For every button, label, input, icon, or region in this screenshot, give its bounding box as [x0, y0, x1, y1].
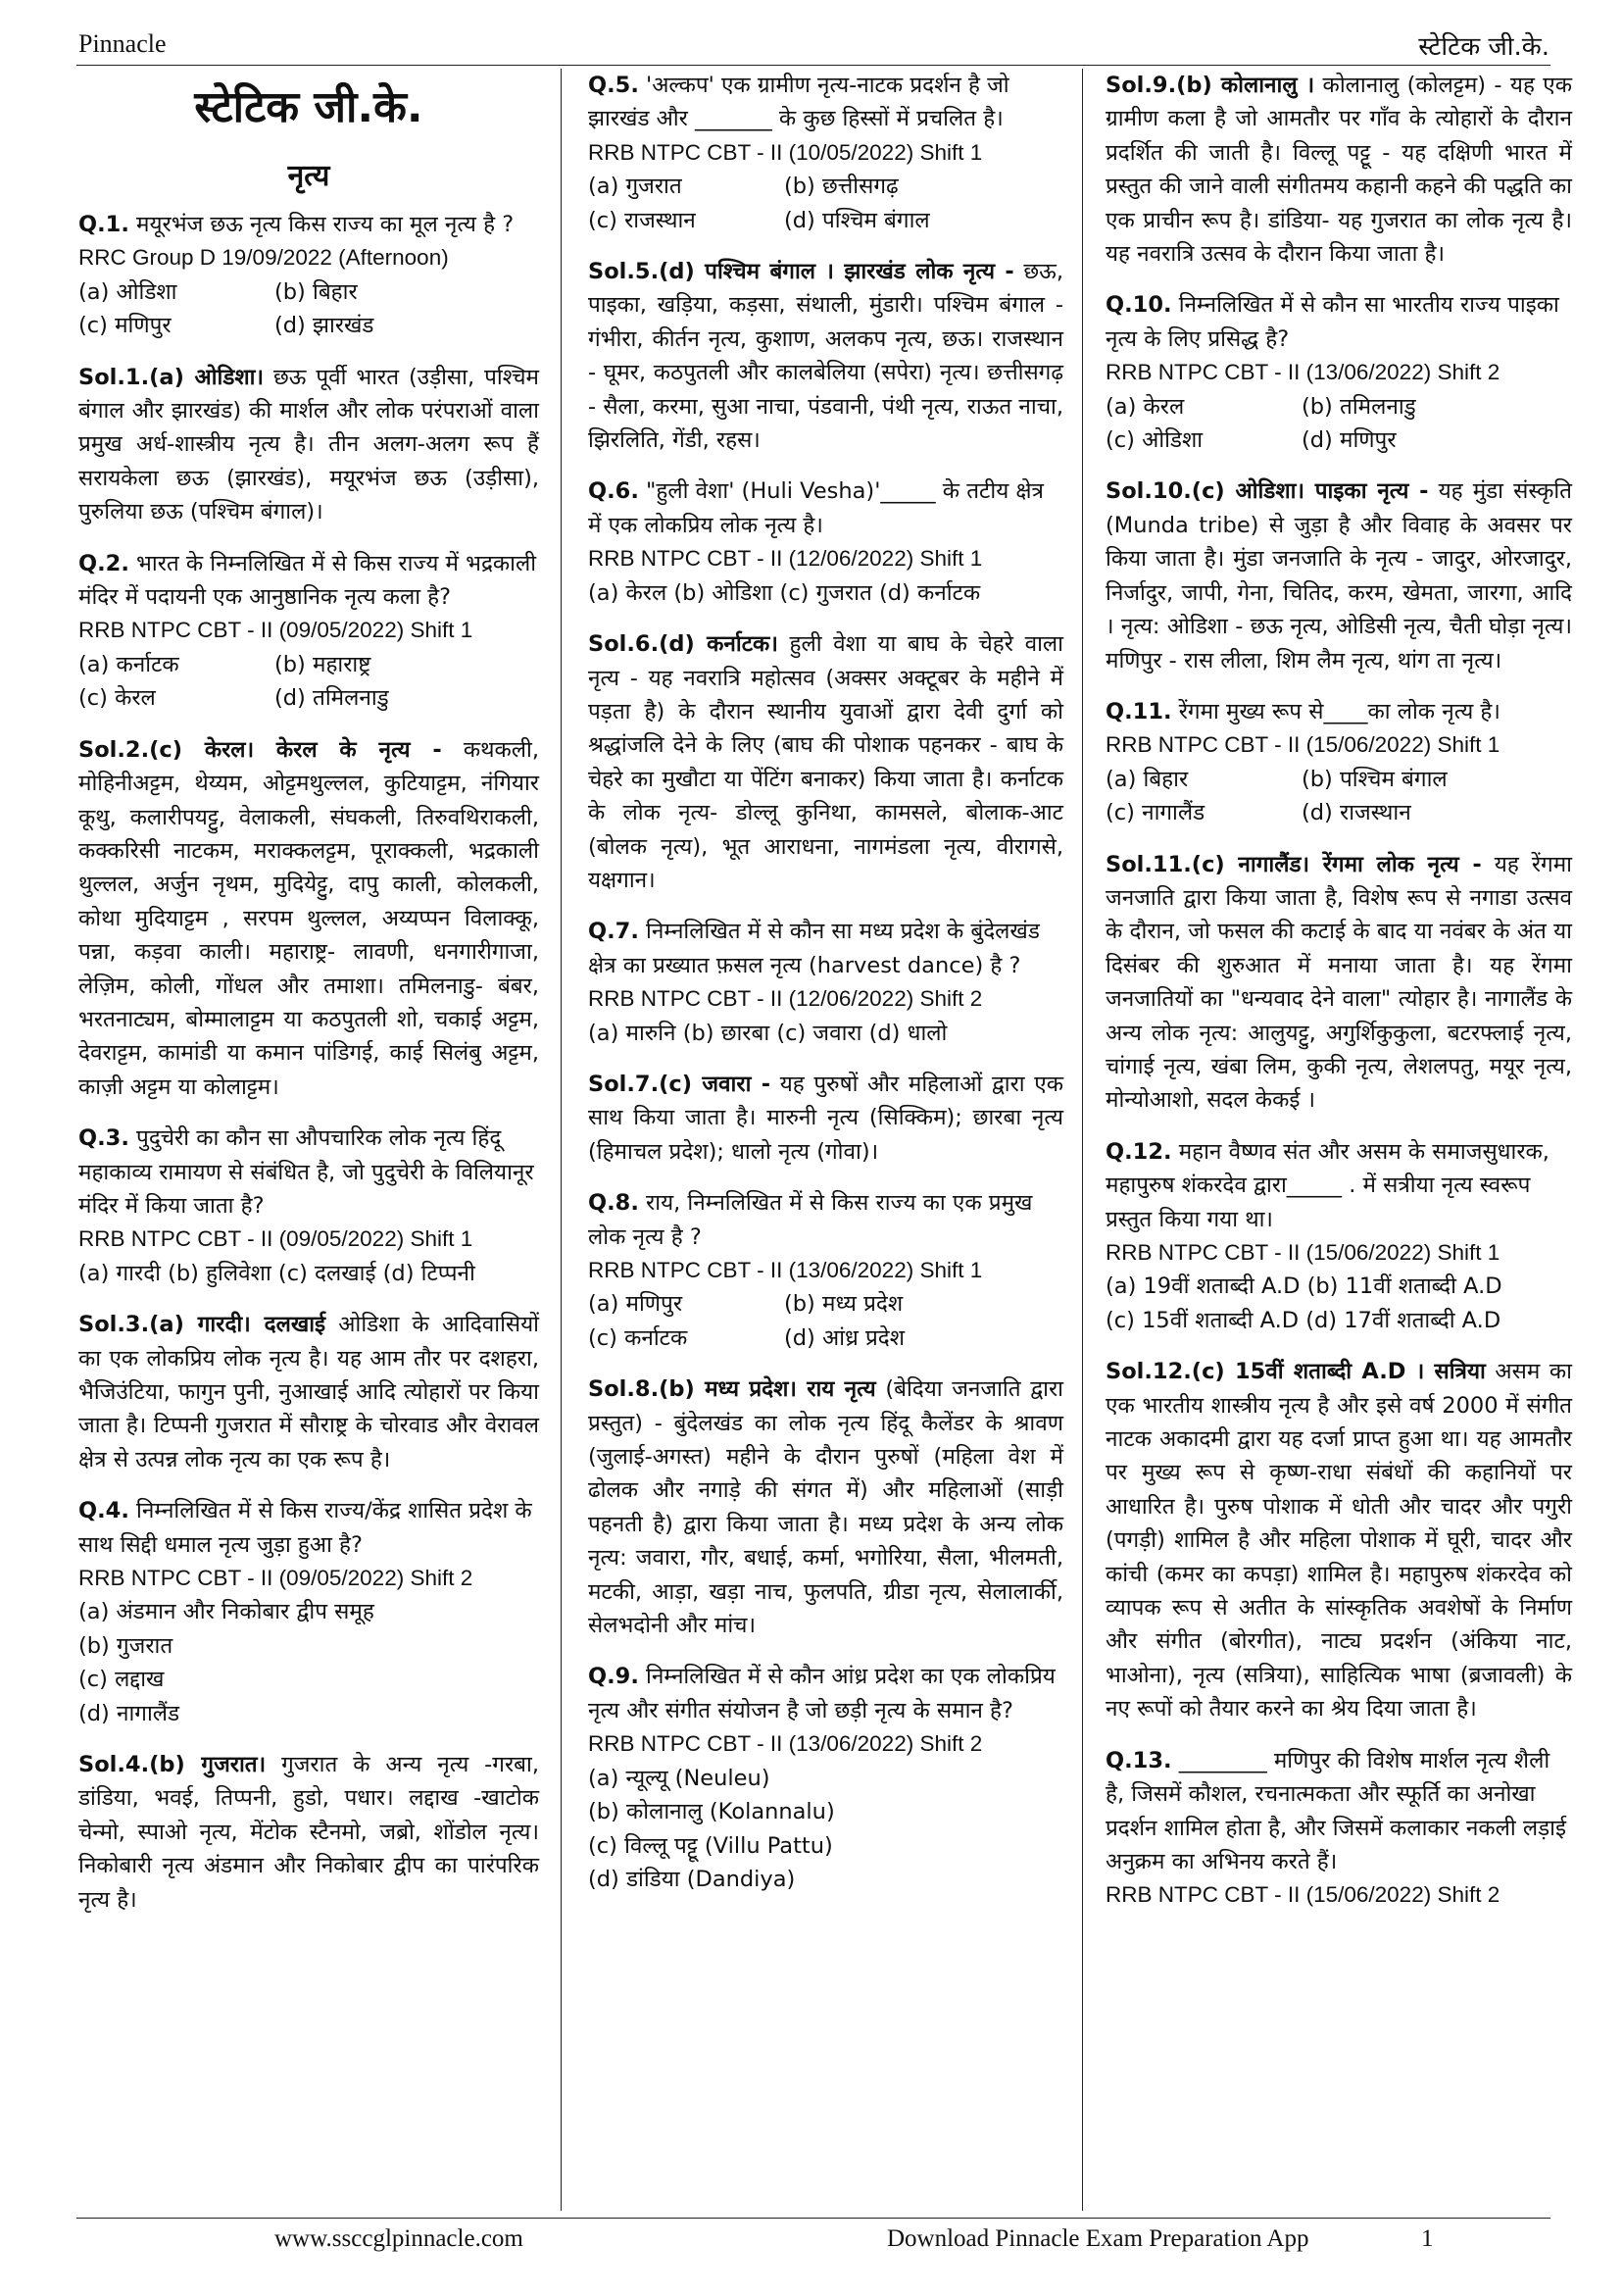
question-label: Q.5.: [588, 73, 639, 98]
question-label: Q.2.: [78, 550, 129, 576]
question-text: रेंगमा मुख्य रूप से____का लोक नृत्य है।: [1171, 698, 1500, 724]
solution-label: Sol.1.(a) ओडिशा।: [78, 364, 265, 390]
solution-text: यह रेंगमा जनजाति द्वारा किया जाता है, विशेष रूप से नगाडा उत्सव के दौरान, जो फसल की कटाई के बाद या नवंबर के अंत या दिसंबर की शुरुआत में मनाया जाता है। यह रेंगमा जनजातियों का "धन्यवाद देने वाला" त्योहार है। नागालैंड के अन्य लोक नृत्य: आलुयट्टु, अगुर्शिकुकुला, बटरफ्लाई नृत्य, चांगाई नृत्य, खंबा लिम, कुकी नृत्य, लेशलपतु, मयूर नृत्य, मोन्योआशो, सदल केकई ।: [1106, 851, 1572, 1114]
question-source: RRB NTPC CBT - II (15/06/2022) Shift 1: [1106, 1240, 1500, 1265]
page-title: स्टेटिक जी.के.: [194, 82, 423, 132]
solution-text: हुली वेशा या बाघ के चेहरे वाला नृत्य - यह नवरात्रि महोत्सव (अक्सर अक्टूबर के महीने में पड़ता है) के दौरान स्थानीय युवाओं द्वारा देवी दुर्गा को श्रद्धांजलि देने के लिए (बाघ की पोशाक पहनकर - बाघ के चेहरे का मुखौटा या पेंटिंग बनाकर) किया जाता है। कर्नाटक के लोक नृत्य- डोल्लू कुनिथा, कामसले, बोलाक-आट (बोलक नृत्य), भूत आराधना, नागमंडला नृत्य, वीरागसे, यक्षगान।: [588, 631, 1063, 893]
column-2: [588, 69, 1063, 1914]
header-brand: Pinnacle: [78, 29, 167, 58]
option: (b) पश्चिम बंगाल: [1302, 766, 1448, 792]
question-source: RRB NTPC CBT - II (10/05/2022) Shift 1: [588, 139, 983, 165]
page-number: 1: [1421, 2225, 1434, 2252]
option: (c) लद्दाख: [78, 1667, 165, 1693]
solution-1: [78, 361, 539, 529]
solution-text: यह मुंडा संस्कृति (Munda tribe) से जुड़ा है और विवाह के अवसर पर किया जाता है। मुंडा जनजाति के नृत्य - जादुर, ओरजादुर, निर्जादुर, जापी, गेना, चितिद, करम, खेमता, जारगा, आदि । नृत्य: ओडिशा - छऊ नृत्य, ओडिसी नृत्य, चैती घोड़ा नृत्य। मणिपुर - रास लीला, शिम लैम नृत्य, थांग ता नृत्य।: [1106, 478, 1573, 674]
question-source: RRB NTPC CBT - II (09/05/2022) Shift 2: [78, 1566, 473, 1591]
solution-text: असम का एक भारतीय शास्त्रीय नृत्य है और इसे वर्ष 2000 में संगीत नाटक अकादमी द्वारा यह दर्जा प्राप्त हुआ था। यह आमतौर पर मुख्य रूप से कृष्ण-राधा संबंधों की कहानियों पर आधारित है। पुरुष पोशाक में धोती और चादर और पगुरी (पगड़ी) शामिल है और महिला पोशाक में घूरी, चादर और कांची (कमर का कपड़ा) शामिल है। महापुरुष शंकरदेव को व्यापक रूप से अतीत के सांस्कृतिक अवशेषों के निर्माण और संगीत (बोरगीत), नाट्य प्रदर्शन (अंकिया नाट, भाओना), नृत्य (सत्रिया), साहित्यिक भाषा (ब्रजावली) के नए रूपों को तैयार करने का श्रेय दिया जाता है।: [1106, 1359, 1572, 1722]
question-6: [588, 474, 1063, 610]
question-8: [588, 1186, 1063, 1355]
option: (d) झारखंड: [274, 313, 374, 339]
option: (c) नागालैंड: [1106, 800, 1205, 826]
question-label: Q.10.: [1106, 292, 1172, 319]
option: (c) 15वीं शताब्दी A.D (d) 17वीं शताब्दी A.D: [1106, 1307, 1501, 1333]
solution-label: Sol.10.(c) ओडिशा। पाइका नृत्य -: [1106, 478, 1429, 505]
solution-7: [588, 1068, 1063, 1169]
option: (d) नागालैंड: [78, 1700, 180, 1726]
question-1: [78, 208, 539, 343]
option: (c) मणिपुर: [78, 313, 172, 339]
option: (b) तमिलनाडु: [1302, 393, 1416, 420]
solution-text: ओडिशा के आदिवासियों का एक लोकप्रिय लोक नृत्य है। यह आम तौर पर दशहरा, भैजिउंटिया, फागुन पुनी, नुआखाई आदि त्योहारों पर किया जाता है। टिप्पनी गुजरात में सौराष्ट्र के चोरवाड और वेरावल क्षेत्र से उत्पन्न लोक नृत्य का एक रूप है।: [78, 1312, 539, 1472]
question-label: Q.6.: [588, 478, 639, 505]
option: (a) न्यूल्यू (Neuleu): [588, 1765, 770, 1791]
solution-text: छऊ पूर्वी भारत (उड़ीसा, पश्चिम बंगाल और झारखंड) की मार्शल और लोक परंपराओं वाला प्रमुख अर्ध-शास्त्रीय नृत्य है। तीन अलग-अलग रूप हैं सरायकेला छऊ (झारखंड), मयूरभंज छऊ (उड़ीसा), पुरुलिया छऊ (पश्चिम बंगाल)।: [78, 364, 539, 525]
footer-app-promo: Download Pinnacle Exam Preparation App: [887, 2225, 1309, 2252]
question-source: RRB NTPC CBT - II (13/06/2022) Shift 2: [1106, 360, 1500, 385]
option: (c) ओडिशा: [1106, 427, 1204, 454]
question-text: पुदुचेरी का कौन सा औपचारिक लोक नृत्य हिंदू महाकाव्य रामायण से संबंधित है, जो पुदुचेरी के विलियानूर मंदिर में किया जाता है?: [78, 1125, 534, 1219]
question-text: ________ मणिपुर की विशेष मार्शल नृत्य शैली है, जिसमें कौशल, रचनात्मकता और स्फूर्ति का अनोखा प्रदर्शन शामिल होता है, और जिसमें कलाकार नकली लड़ाई अनुक्रम का अभिनय करते हैं।: [1106, 1747, 1567, 1874]
question-7: [588, 915, 1063, 1050]
footer-website-link[interactable]: www.ssccglpinnacle.com: [274, 2225, 523, 2252]
question-text: निम्नलिखित में से कौन सा मध्य प्रदेश के बुंदेलखंड क्षेत्र का प्रख्यात फ़सल नृत्य (harvest dance) है ?: [588, 919, 1040, 978]
question-2: [78, 547, 539, 716]
solution-text: छऊ, पाइका, खड़िया, कड़सा, संथाली, मुंडारी। पश्चिम बंगाल - गंभीरा, कीर्तन नृत्य, कुशाण, अलकप नृत्य, छऊ। राजस्थान - घूमर, कठपुतली और कालबेलिया (सपेरा) नृत्य। छत्तीसगढ़ - सैला, करमा, सुआ नाचा, पंडवानी, पंथी नृत्य, राऊत नाचा, झिरलिति, गेंडी, रहस।: [588, 259, 1063, 454]
question-text: 'अल्कप' एक ग्रामीण नृत्य-नाटक प्रदर्शन है जो झारखंड और _______ के कुछ हिस्सों में प्रचलित है।: [588, 73, 1009, 132]
column-1: [78, 69, 539, 1934]
question-label: Q.7.: [588, 919, 639, 945]
question-source: RRB NTPC CBT - II (13/06/2022) Shift 1: [588, 1258, 983, 1282]
header-rule: [76, 65, 1550, 66]
option: (a) मणिपुर: [588, 1291, 683, 1318]
option: (d) तमिलनाडु: [274, 685, 389, 712]
solution-label: Sol.8.(b) मध्य प्रदेश। राय नृत्य: [588, 1376, 876, 1403]
question-9: [588, 1660, 1063, 1896]
question-source: RRB NTPC CBT - II (13/06/2022) Shift 2: [588, 1731, 983, 1757]
solution-10: [1106, 474, 1572, 676]
question-source: RRB NTPC CBT - II (09/05/2022) Shift 1: [78, 1226, 473, 1252]
question-source: RRB NTPC CBT - II (15/06/2022) Shift 2: [1106, 1882, 1500, 1908]
solution-11: [1106, 848, 1572, 1118]
solution-label: Sol.4.(b) गुजरात।: [78, 1752, 267, 1778]
option: (a) कर्नाटक: [78, 651, 179, 677]
option: (a) केरल (b) ओडिशा (c) गुजरात (d) कर्नाटक: [588, 579, 981, 606]
option: (b) मध्य प्रदेश: [784, 1291, 904, 1318]
question-text: भारत के निम्नलिखित में से किस राज्य में भद्रकाली मंदिर में पदायनी एक आनुष्ठानिक नृत्य कला है?: [78, 550, 537, 611]
solution-6: [588, 627, 1063, 897]
question-label: Q.11.: [1106, 698, 1172, 724]
question-3: [78, 1122, 539, 1290]
solution-2: [78, 733, 539, 1104]
question-5: [588, 69, 1063, 237]
option: (c) विल्लू पट्टू (Villu Pattu): [588, 1832, 833, 1859]
question-source: RRB NTPC CBT - II (09/05/2022) Shift 1: [78, 618, 473, 643]
question-source: RRB NTPC CBT - II (15/06/2022) Shift 1: [1106, 732, 1500, 758]
solution-label: Sol.5.(d) पश्चिम बंगाल । झारखंड लोक नृत्य -: [588, 259, 1014, 285]
question-text: निम्नलिखित में से किस राज्य/केंद्र शासित प्रदेश के साथ सिद्दी धमाल नृत्य जुड़ा हुआ है?: [78, 1498, 532, 1558]
question-4: [78, 1494, 539, 1730]
question-label: Q.9.: [588, 1664, 639, 1690]
option: (a) ओडिशा: [78, 278, 177, 305]
question-source: RRC Group D 19/09/2022 (Afternoon): [78, 245, 449, 271]
option: (a) केरल: [1106, 393, 1185, 420]
question-text: निम्नलिखित में से कौन आंध्र प्रदेश का एक लोकप्रिय नृत्य और संगीत संयोजन है जो छड़ी नृत्य के समान है?: [588, 1664, 1056, 1723]
solution-text: यह पुरुषों और महिलाओं द्वारा एक साथ किया जाता है। मारुनी नृत्य (सिक्किम); छारबा नृत्य (हिमाचल प्रदेश); धालो नृत्य (गोवा)।: [588, 1071, 1063, 1165]
option: (c) कर्नाटक: [588, 1324, 688, 1351]
question-10: [1106, 288, 1572, 457]
option: (d) मणिपुर: [1302, 427, 1397, 454]
column-divider: [1082, 69, 1083, 2211]
question-label: Q.12.: [1106, 1138, 1172, 1165]
solution-label: Sol.11.(c) नागालैंड। रेंगमा लोक नृत्य -: [1106, 851, 1482, 877]
option: (a) अंडमान और निकोबार द्वीप समूह: [78, 1599, 374, 1625]
solution-text: गुजरात के अन्य नृत्य -गरबा, डांडिया, भवई, तिप्पनी, हुडो, पधार। लद्दाख -खाटोक चेन्मो, स्पाओ नृत्य, मेंटोक स्टैनमो, जब्रो, शोंडोल नृत्य। निकोबारी नृत्य अंडमान और निकोबार द्वीप का पारंपरिक नृत्य है।: [78, 1752, 539, 1913]
option: (a) मारुनि (b) छारबा (c) जवारा (d) धालो: [588, 1020, 948, 1046]
question-text: निम्नलिखित में से कौन सा भारतीय राज्य पाइका नृत्य के लिए प्रसिद्ध है?: [1106, 292, 1559, 352]
option: (d) आंध्र प्रदेश: [784, 1324, 906, 1351]
option: (c) केरल: [78, 685, 156, 712]
solution-12: [1106, 1355, 1572, 1725]
question-13: [1106, 1744, 1572, 1913]
solution-text: कोलानालु (कोलट्टम) - यह एक ग्रामीण कला है जो आमतौर पर गाँव के त्योहारों के दौरान प्रदर्शित की जाती है। विल्लू पट्टू - यह दक्षिणी भारत में प्रस्तुत की जाने वाली संगीतमय कहानी कहने की पद्धति का एक प्राचीन रूप है। डांडिया- यह गुजरात का लोक नृत्य है। यह नवरात्रि उत्सव के दौरान किया जाता है।: [1106, 73, 1572, 268]
solution-8: [588, 1373, 1063, 1642]
section-title: नृत्य: [287, 159, 330, 193]
option: (b) कोलानालु (Kolannalu): [588, 1799, 835, 1825]
option: (d) पश्चिम बंगाल: [784, 207, 930, 233]
question-label: Q.1.: [78, 212, 129, 237]
option: (a) बिहार: [1106, 766, 1189, 792]
question-label: Q.13.: [1106, 1747, 1172, 1773]
question-label: Q.4.: [78, 1498, 129, 1524]
solution-4: [78, 1748, 539, 1917]
header-subject: स्टेटिक जी.के.: [1418, 32, 1549, 62]
solution-label: Sol.6.(d) कर्नाटक।: [588, 631, 778, 658]
option: (b) महाराष्ट्र: [274, 651, 371, 677]
option: (a) गुजरात: [588, 174, 682, 200]
solution-label: Sol.9.(b) कोलानालु ।: [1106, 73, 1315, 98]
question-11: [1106, 695, 1572, 830]
solution-5: [588, 255, 1063, 457]
option: (d) राजस्थान: [1302, 800, 1411, 826]
option: (a) गारदी (b) हुलिवेशा (c) दलखाई (d) टिप्पनी: [78, 1260, 475, 1286]
option: (d) डांडिया (Dandiya): [588, 1866, 796, 1892]
question-text: "हुली वेशा' (Huli Vesha)'_____ के तटीय क्षेत्र में एक लोकप्रिय लोक नृत्य है।: [588, 478, 1044, 538]
footer-rule: [76, 2218, 1550, 2221]
question-12: [1106, 1135, 1572, 1337]
option: (b) छत्तीसगढ़: [784, 174, 899, 200]
option: (b) बिहार: [274, 278, 358, 305]
question-label: Q.8.: [588, 1190, 639, 1217]
solution-9: [1106, 69, 1572, 271]
solution-label: Sol.2.(c) केरल। केरल के नृत्य -: [78, 736, 442, 763]
question-source: RRB NTPC CBT - II (12/06/2022) Shift 1: [588, 546, 983, 572]
column-divider: [561, 69, 562, 2211]
option: (a) 19वीं शताब्दी A.D (b) 11वीं शताब्दी A.D: [1106, 1273, 1502, 1300]
option: (c) राजस्थान: [588, 207, 696, 233]
solution-3: [78, 1308, 539, 1476]
question-text: महान वैष्णव संत और असम के समाजसुधारक, महापुरुष शंकरदेव द्वारा_____ . में सत्रीया नृत्य स्वरूप प्रस्तुत किया गया था।: [1106, 1138, 1549, 1232]
question-text: मयूरभंज छऊ नृत्य किस राज्य का मूल नृत्य है ?: [128, 212, 515, 237]
solution-label: Sol.12.(c) 15वीं शताब्दी A.D । सत्रिया: [1106, 1359, 1486, 1385]
question-source: RRB NTPC CBT - II (12/06/2022) Shift 2: [588, 986, 983, 1012]
question-label: Q.3.: [78, 1125, 129, 1152]
solution-label: Sol.7.(c) जवारा -: [588, 1071, 771, 1097]
column-3: [1106, 69, 1572, 1930]
solution-label: Sol.3.(a) गारदी। दलखाई: [78, 1312, 326, 1338]
option: (b) गुजरात: [78, 1632, 173, 1659]
solution-text: (बेदिया जनजाति द्वारा प्रस्तुत) - बुंदेलखंड का लोक नृत्य हिंदू कैलेंडर के श्रावण (जुलाई-अगस्त) महीने के दौरान पुरुषों (महिला वेश में ढोलक और नगाड़े की संगत में) और महिलाओं (साड़ी पहनती है) द्वारा किया जाता है। मध्य प्रदेश के अन्य लोक नृत्य: जवारा, गौर, बधाई, कर्मा, भगोरिया, सैला, भीलमती, मटकी, आड़ा, खड़ा नाच, फुलपति, ग्रीडा नृत्य, सेलालार्की, सेलभदोनी और मांच।: [588, 1376, 1063, 1639]
question-text: राय, निम्नलिखित में से किस राज्य का एक प्रमुख लोक नृत्य है ?: [588, 1190, 1033, 1250]
solution-text: कथकली, मोहिनीअट्टम, थेय्यम, ओट्टमथुल्लल, कुटियाट्टम, नंगियार कूथु, कलारीपयट्टु, वेलाकली, संघकली, तिरुवथिराकली, कक्करिसी नाटकम, मराक्कलट्टम, पूराक्कली, भद्रकाली थुल्लल, अर्जुन नृथम, मुदियेट्टु, दापु काली, कोलकली, कोथा मुदियाट्टम , सरपम थुल्लल, अय्यप्पन विलाक्कू, पन्ना, कड़वा काली। महाराष्ट्र- लावणी, धनगारीगाजा, लेज़िम, कोली, गोंधल और तमाशा। तमिलनाडु- बंबर, भरतनाट्यम, बोम्मालाट्टम या कठपुतली शो, चकाई अट्टम, देवराट्टम, कामांडी या कमान पांडिगई, काई सिलंबु अट्टम, काज़ी अट्टम या कोलाट्टम।: [78, 736, 539, 1100]
